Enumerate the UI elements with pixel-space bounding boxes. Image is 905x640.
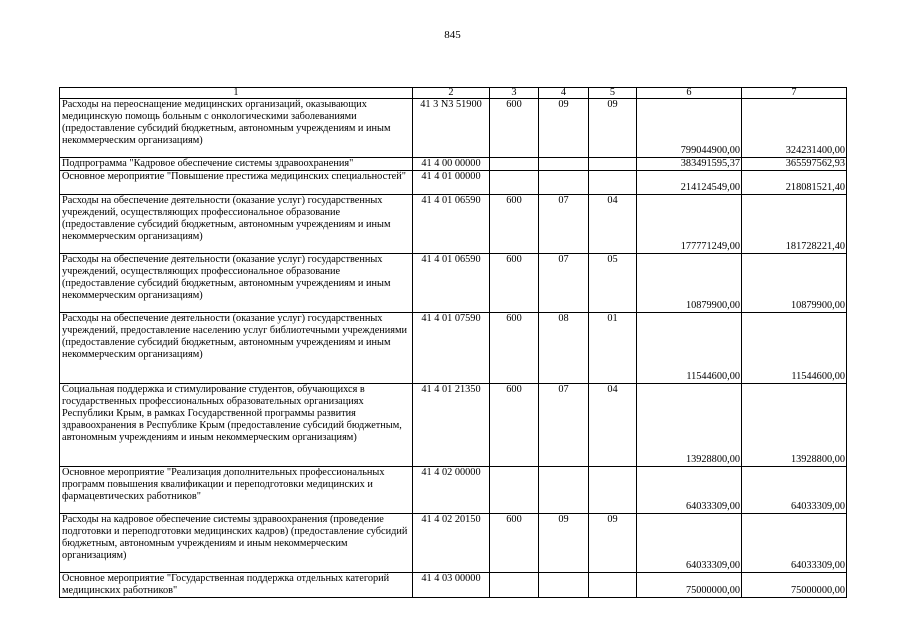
header-cell: 6 bbox=[637, 88, 742, 99]
section: 08 bbox=[539, 313, 589, 384]
amount-year-2: 365597562,93 bbox=[742, 158, 847, 171]
amount-year-2: 324231400,00 bbox=[742, 99, 847, 158]
amount-year-2: 10879900,00 bbox=[742, 254, 847, 313]
row-name: Расходы на переоснащение медицинских организаций, оказывающих медицинскую помощь больным с онкологическими заболеваниями (предоставление субсидий бюджетным, автономным учреждениям и иным некоммерческим организациям) bbox=[60, 99, 413, 158]
target-code: 41 3 N3 51900 bbox=[413, 99, 490, 158]
expense-type: 600 bbox=[490, 99, 539, 158]
subsection: 04 bbox=[589, 384, 637, 467]
subsection: 04 bbox=[589, 195, 637, 254]
amount-year-1: 64033309,00 bbox=[637, 467, 742, 514]
expense-type bbox=[490, 171, 539, 195]
table-row bbox=[60, 467, 847, 514]
subsection bbox=[589, 467, 637, 514]
row-name: Основное мероприятие "Государственная поддержка отдельных категорий медицинских работников" bbox=[60, 573, 413, 598]
target-code: 41 4 01 00000 bbox=[413, 171, 490, 195]
row-name: Социальная поддержка и стимулирование студентов, обучающихся в государственных профессиональных образовательных организациях Республики Крым, в рамках Государственной программы развития здравоохранения в Республике Крым (предоставление субсидий бюджетным, автономным учреждениям и иным некоммерческим организациям) bbox=[60, 384, 413, 467]
page-number: 845 bbox=[444, 29, 461, 41]
amount-year-1: 64033309,00 bbox=[637, 514, 742, 573]
table-row bbox=[60, 254, 847, 313]
header-cell: 4 bbox=[539, 88, 589, 99]
amount-year-2: 11544600,00 bbox=[742, 313, 847, 384]
amount-year-2: 218081521,40 bbox=[742, 171, 847, 195]
expense-type bbox=[490, 573, 539, 598]
expense-type: 600 bbox=[490, 384, 539, 467]
amount-year-2: 13928800,00 bbox=[742, 384, 847, 467]
section: 07 bbox=[539, 254, 589, 313]
row-name: Расходы на обеспечение деятельности (оказание услуг) государственных учреждений, предоставление населению услуг библиотечными учреждениями (предоставление субсидий бюджетным, автономным учреждениям и иным некоммерческим организациям) bbox=[60, 313, 413, 384]
row-name: Расходы на кадровое обеспечение системы здравоохранения (проведение подготовки и переподготовки медицинских кадров) (предоставление субсидий бюджетным, автономным учреждениям и иным некоммерческим организациям) bbox=[60, 514, 413, 573]
subsection: 09 bbox=[589, 514, 637, 573]
subsection: 05 bbox=[589, 254, 637, 313]
target-code: 41 4 01 07590 bbox=[413, 313, 490, 384]
target-code: 41 4 01 21350 bbox=[413, 384, 490, 467]
amount-year-2: 64033309,00 bbox=[742, 467, 847, 514]
row-name: Расходы на обеспечение деятельности (оказание услуг) государственных учреждений, осуществляющих профессиональное образование (предоставление субсидий бюджетным, автономным учреждениям и иным некоммерческим организациям) bbox=[60, 254, 413, 313]
amount-year-1: 11544600,00 bbox=[637, 313, 742, 384]
row-name: Основное мероприятие "Реализация дополнительных профессиональных программ повышения квалификации и переподготовки медицинских и фармацевтических работников" bbox=[60, 467, 413, 514]
header-row bbox=[60, 88, 847, 99]
amount-year-2: 64033309,00 bbox=[742, 514, 847, 573]
section bbox=[539, 467, 589, 514]
budget-table bbox=[59, 87, 847, 598]
expense-type: 600 bbox=[490, 254, 539, 313]
subsection bbox=[589, 573, 637, 598]
section: 07 bbox=[539, 195, 589, 254]
row-name: Основное мероприятие "Повышение престижа медицинских специальностей" bbox=[60, 171, 413, 195]
header-cell: 2 bbox=[413, 88, 490, 99]
header-cell: 5 bbox=[589, 88, 637, 99]
section: 07 bbox=[539, 384, 589, 467]
expense-type: 600 bbox=[490, 514, 539, 573]
amount-year-2: 75000000,00 bbox=[742, 573, 847, 598]
amount-year-2: 181728221,40 bbox=[742, 195, 847, 254]
target-code: 41 4 01 06590 bbox=[413, 254, 490, 313]
table-row bbox=[60, 514, 847, 573]
section: 09 bbox=[539, 99, 589, 158]
amount-year-1: 177771249,00 bbox=[637, 195, 742, 254]
section: 09 bbox=[539, 514, 589, 573]
amount-year-1: 10879900,00 bbox=[637, 254, 742, 313]
subsection bbox=[589, 171, 637, 195]
target-code: 41 4 01 06590 bbox=[413, 195, 490, 254]
expense-type bbox=[490, 467, 539, 514]
header-cell: 1 bbox=[60, 88, 413, 99]
table-row bbox=[60, 384, 847, 467]
subsection bbox=[589, 158, 637, 171]
table-row bbox=[60, 313, 847, 384]
amount-year-1: 214124549,00 bbox=[637, 171, 742, 195]
target-code: 41 4 00 00000 bbox=[413, 158, 490, 171]
amount-year-1: 383491595,37 bbox=[637, 158, 742, 171]
target-code: 41 4 02 00000 bbox=[413, 467, 490, 514]
target-code: 41 4 02 20150 bbox=[413, 514, 490, 573]
expense-type: 600 bbox=[490, 195, 539, 254]
subsection: 09 bbox=[589, 99, 637, 158]
row-name: Подпрограмма "Кадровое обеспечение системы здравоохранения" bbox=[60, 158, 413, 171]
table-row bbox=[60, 171, 847, 195]
amount-year-1: 13928800,00 bbox=[637, 384, 742, 467]
header-cell: 3 bbox=[490, 88, 539, 99]
section bbox=[539, 171, 589, 195]
target-code: 41 4 03 00000 bbox=[413, 573, 490, 598]
subsection: 01 bbox=[589, 313, 637, 384]
table-row bbox=[60, 573, 847, 598]
table-row bbox=[60, 158, 847, 171]
section bbox=[539, 158, 589, 171]
header-cell: 7 bbox=[742, 88, 847, 99]
expense-type: 600 bbox=[490, 313, 539, 384]
amount-year-1: 75000000,00 bbox=[637, 573, 742, 598]
expense-type bbox=[490, 158, 539, 171]
table-row bbox=[60, 99, 847, 158]
amount-year-1: 799044900,00 bbox=[637, 99, 742, 158]
row-name: Расходы на обеспечение деятельности (оказание услуг) государственных учреждений, осуществляющих профессиональное образование (предоставление субсидий бюджетным, автономным учреждениям и иным некоммерческим организациям) bbox=[60, 195, 413, 254]
section bbox=[539, 573, 589, 598]
table-row bbox=[60, 195, 847, 254]
